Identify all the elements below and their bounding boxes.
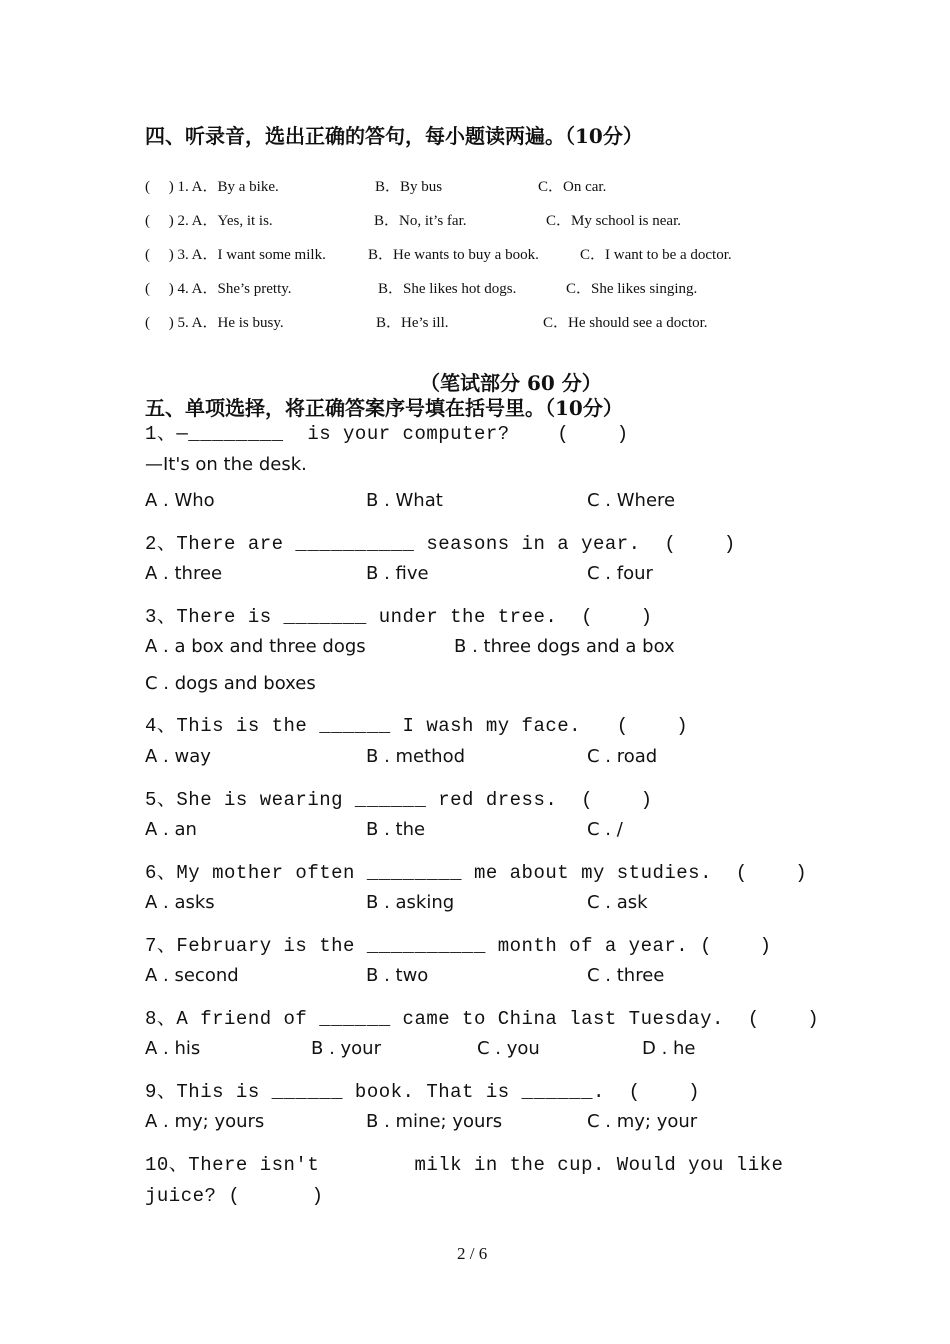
question-6-option-b: B . asking (366, 892, 455, 913)
question-5-option-a: A . an (145, 819, 197, 840)
listen-item-1-a: ( ) 1. A．By a bike. (145, 179, 279, 195)
section5-heading: 五、单项选择，将正确答案序号填在括号里。（10分） (145, 396, 623, 420)
question-1-option-b: B . What (366, 490, 443, 511)
question-5-option-c: C . / (587, 819, 623, 840)
question-5-stem: 5、She is wearing ______ red dress. ( ) (145, 789, 653, 811)
question-6-stem: 6、My mother often ________ me about my studies. ( ) (145, 862, 808, 884)
question-1-reply: —It's on the desk. (145, 454, 307, 475)
section4-heading: 四、听录音，选出正确的答句，每小题读两遍。（10分） (145, 124, 643, 148)
question-2-option-b: B . five (366, 563, 429, 584)
listen-item-5-c: C．He should see a doctor. (543, 315, 708, 331)
question-4-option-a: A . way (145, 746, 211, 767)
question-7-option-b: B . two (366, 965, 429, 986)
question-1-stem: 1、—________ is your computer? ( ) (145, 423, 629, 445)
question-9-stem: 9、This is ______ book. That is ______. ( ) (145, 1081, 701, 1103)
page-number: 2 / 6 (457, 1244, 488, 1263)
listen-item-3-a: ( ) 3. A．I want some milk. (145, 247, 326, 263)
question-3-stem: 3、There is _______ under the tree. ( ) (145, 606, 653, 628)
question-2-stem: 2、There are __________ seasons in a year. ( ) (145, 533, 736, 555)
question-4-stem: 4、This is the ______ I wash my face. ( ) (145, 715, 689, 737)
question-3-option-c: C . dogs and boxes (145, 673, 316, 694)
listen-item-4-b: B．She likes hot dogs. (378, 281, 517, 297)
question-10-stem-line1: 10、There isn't milk in the cup. Would you like (145, 1154, 784, 1176)
listen-item-3-b: B．He wants to buy a book. (368, 247, 539, 263)
question-8-option-c: C . you (477, 1038, 540, 1059)
listen-item-1-b: B．By bus (375, 179, 443, 195)
question-2-option-a: A . three (145, 563, 223, 584)
listen-item-3-c: C．I want to be a doctor. (580, 247, 732, 263)
question-4-option-b: B . method (366, 746, 466, 767)
question-8-option-a: A . his (145, 1038, 201, 1059)
question-2-option-c: C . four (587, 563, 653, 584)
question-4-option-c: C . road (587, 746, 658, 767)
question-8-option-b: B . your (311, 1038, 381, 1059)
listen-item-1-c: C．On car. (538, 179, 607, 195)
question-10-stem-line2: juice? ( ) (145, 1185, 324, 1207)
listen-item-5-a: ( ) 5. A．He is busy. (145, 315, 284, 331)
question-9-option-a: A . my; yours (145, 1111, 265, 1132)
question-3-option-b: B . three dogs and a box (454, 636, 675, 657)
question-8-stem: 8、A friend of ______ came to China last Tuesday. ( ) (145, 1008, 820, 1030)
question-1-option-a: A . Who (145, 490, 215, 511)
question-3-option-a: A . a box and three dogs (145, 636, 366, 657)
question-7-option-c: C . three (587, 965, 665, 986)
written-part-label: （笔试部分 60 分） (420, 371, 602, 395)
question-6-option-a: A . asks (145, 892, 215, 913)
question-9-option-c: C . my; your (587, 1111, 698, 1132)
listen-item-4-c: C．She likes singing. (566, 281, 698, 297)
listen-item-2-c: C．My school is near. (546, 213, 681, 229)
question-1-option-c: C . Where (587, 490, 676, 511)
listen-item-4-a: ( ) 4. A．She’s pretty. (145, 281, 292, 297)
listen-item-5-b: B．He’s ill. (376, 315, 449, 331)
question-7-stem: 7、February is the __________ month of a year. ( ) (145, 935, 772, 957)
question-7-option-a: A . second (145, 965, 239, 986)
listen-item-2-b: B．No, it’s far. (374, 213, 467, 229)
question-8-option-d: D . he (642, 1038, 696, 1059)
question-5-option-b: B . the (366, 819, 426, 840)
question-6-option-c: C . ask (587, 892, 648, 913)
listen-item-2-a: ( ) 2. A．Yes, it is. (145, 213, 273, 229)
question-9-option-b: B . mine; yours (366, 1111, 503, 1132)
